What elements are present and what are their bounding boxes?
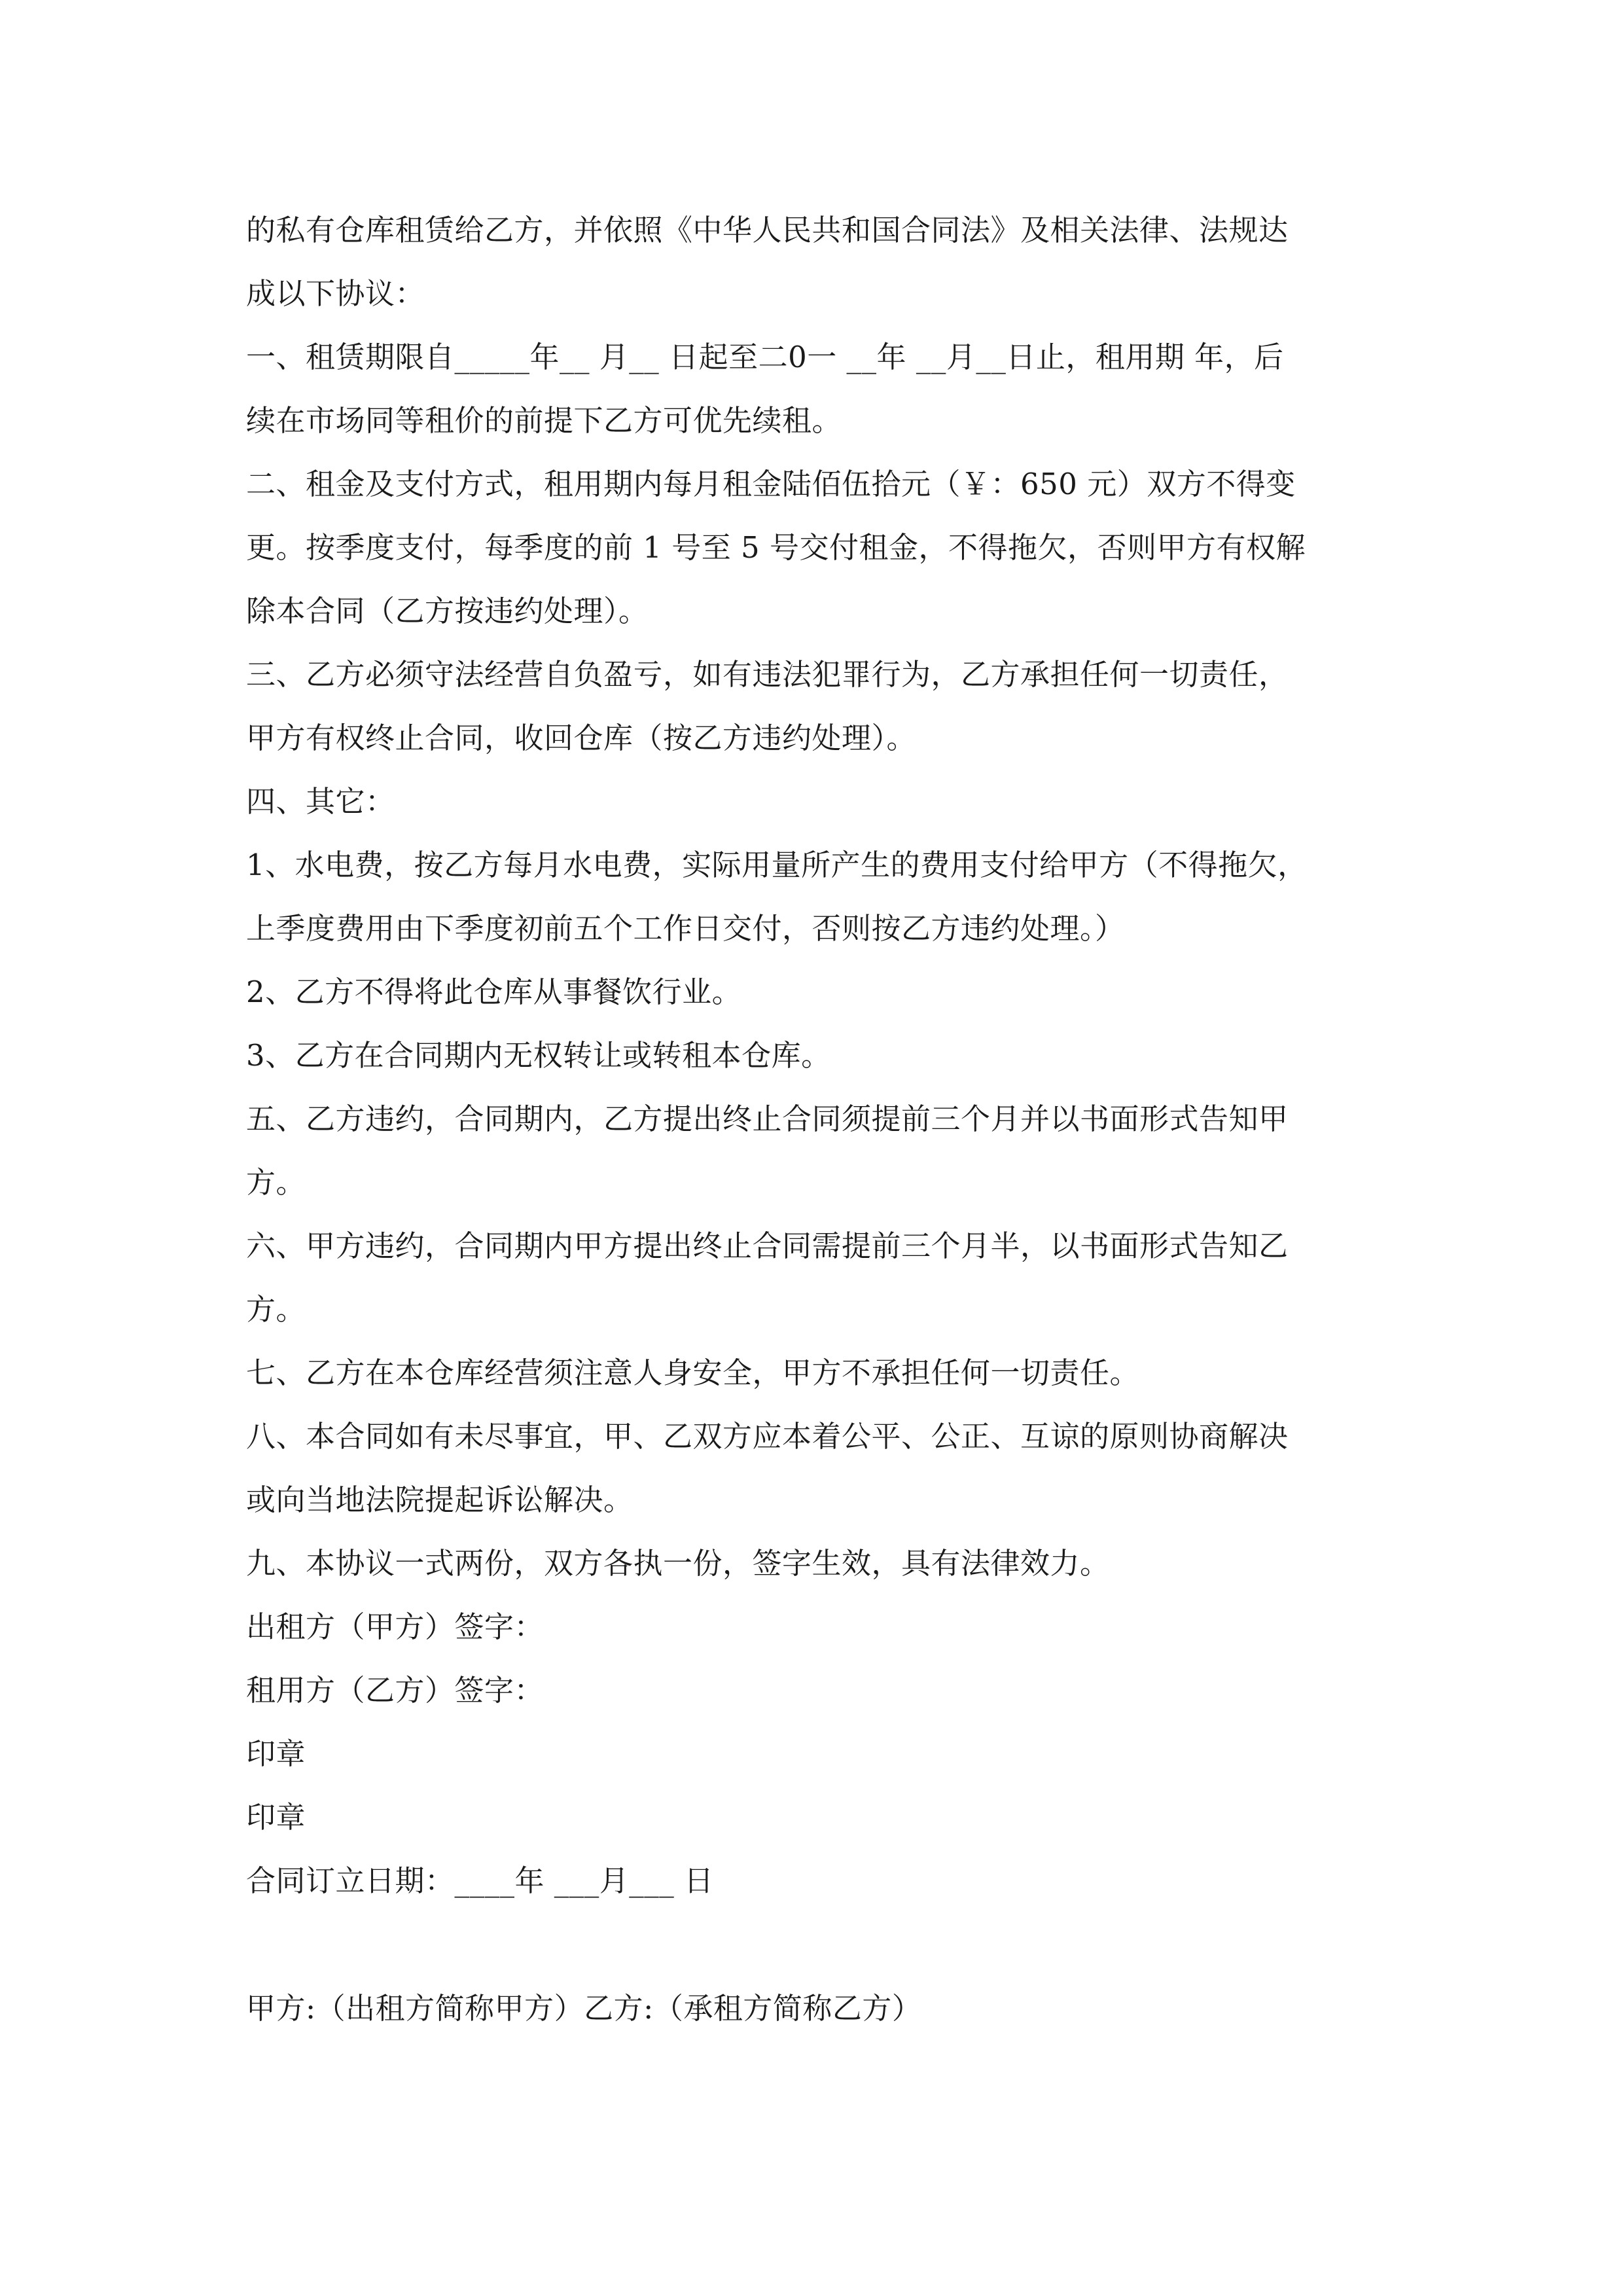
seal-label-2: 印章 bbox=[246, 1800, 306, 1835]
seal-label-1: 印章 bbox=[246, 1736, 306, 1771]
line-intro-1: 的私有仓库租赁给乙方，并依照《中华人民共和国合同法》及相关法律、法规达 bbox=[246, 213, 1289, 247]
lessor-signature-label: 出租方（甲方）签字： bbox=[246, 1609, 544, 1644]
line-article-9: 九、本协议一式两份，双方各执一份，签字生效，具有法律效力。 bbox=[246, 1546, 1110, 1581]
party-definitions-line: 甲方:（出租方简称甲方）乙方:（承租方简称乙方） bbox=[246, 1991, 922, 2026]
line-article-8-1: 八、本合同如有未尽事宜，甲、乙双方应本着公平、公正、互谅的原则协商解决 bbox=[246, 1419, 1289, 1454]
line-article-6-1: 六、甲方违约，合同期内甲方提出终止合同需提前三个月半，以书面形式告知乙 bbox=[246, 1229, 1289, 1263]
contract-date-line: 合同订立日期：____年 ___月___ 日 bbox=[246, 1863, 714, 1898]
line-article-8-2: 或向当地法院提起诉讼解决。 bbox=[246, 1482, 633, 1517]
line-intro-2: 成以下协议： bbox=[246, 276, 425, 311]
line-article-5-1: 五、乙方违约，合同期内，乙方提出终止合同须提前三个月并以书面形式告知甲 bbox=[246, 1102, 1289, 1136]
line-article-4-item-1-2: 上季度费用由下季度初前五个工作日交付，否则按乙方违约处理。） bbox=[246, 911, 1125, 946]
lessee-signature-label: 租用方（乙方）签字： bbox=[246, 1673, 544, 1708]
line-article-4-item-1-1: 1、水电费，按乙方每月水电费，实际用量所产生的费用支付给甲方（不得拖欠， bbox=[246, 848, 1308, 882]
line-article-2-2: 更。按季度支付，每季度的前 1 号至 5 号交付租金，不得拖欠，否则甲方有权解 bbox=[246, 530, 1306, 565]
line-article-4-item-2: 2、乙方不得将此仓库从事餐饮行业。 bbox=[246, 975, 742, 1009]
line-article-5-2: 方。 bbox=[246, 1165, 306, 1200]
line-article-6-2: 方。 bbox=[246, 1292, 306, 1327]
line-article-4-item-3: 3、乙方在合同期内无权转让或转租本仓库。 bbox=[246, 1038, 831, 1073]
line-article-4-heading: 四、其它： bbox=[246, 784, 395, 819]
line-article-7: 七、乙方在本仓库经营须注意人身安全，甲方不承担任何一切责任。 bbox=[246, 1355, 1140, 1390]
line-article-1-2: 续在市场同等租价的前提下乙方可优先续租。 bbox=[246, 403, 842, 438]
line-article-2-3: 除本合同（乙方按违约处理）。 bbox=[246, 594, 649, 628]
line-article-2-1: 二、租金及支付方式，租用期内每月租金陆佰伍拾元（￥：650 元）双方不得变 bbox=[246, 467, 1296, 501]
line-article-1-1: 一、租赁期限自_____年__ 月__ 日起至二0一 __年 __月__日止，租用期 年，后 bbox=[246, 340, 1284, 374]
line-article-3-1: 三、乙方必须守法经营自负盈亏，如有违法犯罪行为，乙方承担任何一切责任， bbox=[246, 657, 1289, 692]
line-article-3-2: 甲方有权终止合同，收回仓库（按乙方违约处理）。 bbox=[246, 721, 917, 755]
